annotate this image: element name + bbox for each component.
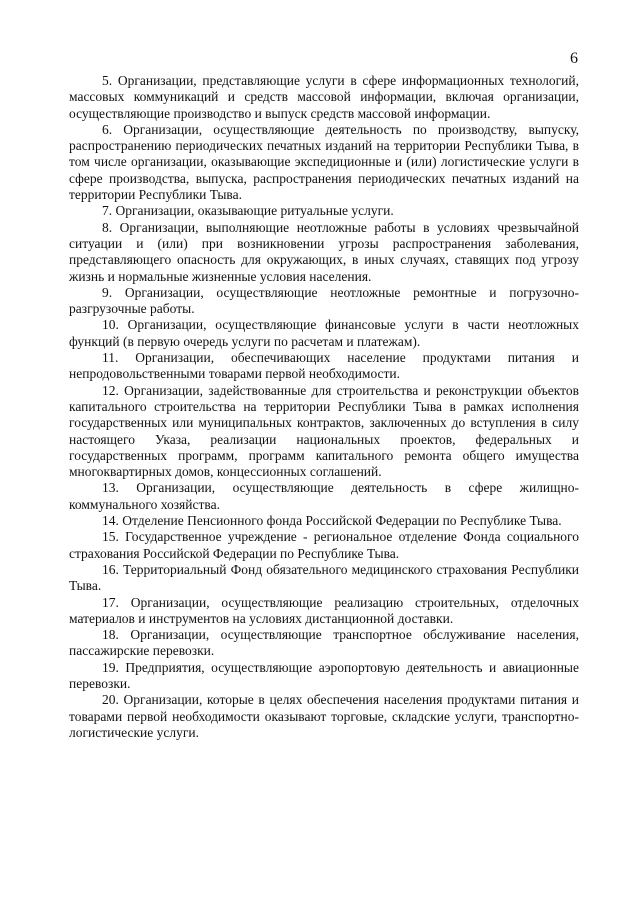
list-item-13: 13. Организации, осуществляющие деятельность в сфере жилищно-коммунального хозяйства.	[69, 480, 579, 512]
list-item-18: 18. Организации, осуществляющие транспортное обслуживание населения, пассажирские перевозки.	[69, 627, 579, 659]
list-item-17: 17. Организации, осуществляющие реализацию строительных, отделочных материалов и инструментов на условиях дистанционной доставки.	[69, 594, 579, 626]
document-body	[69, 73, 579, 741]
list-item-6: 6. Организации, осуществляющие деятельность по производству, выпуску, распространению периодических печатных изданий на территории Республики Тыва, в том числе организации, оказывающие экспедиционные и (или) логистические услуги в сфере производства, выпуска, распространения периодических печатных изданий на территории Республики Тыва.	[69, 121, 579, 203]
list-item-14: 14. Отделение Пенсионного фонда Российской Федерации по Республике Тыва.	[102, 513, 562, 529]
list-item-11: 11. Организации, обеспечивающих население продуктами питания и непродовольственными товарами первой необходимости.	[69, 350, 579, 382]
list-item-16: 16. Территориальный Фонд обязательного медицинского страхования Республики Тыва.	[69, 561, 579, 594]
list-item-9: 9. Организации, осуществляющие неотложные ремонтные и погрузочно-разгрузочные работы.	[69, 284, 579, 317]
list-item-5: 5. Организации, представляющие услуги в сфере информационных технологий, массовых коммуникаций и средств массовой информации, включая организации, осуществляющие производство и выпуск средств массовой информации.	[69, 73, 579, 121]
list-item-8: 8. Организации, выполняющие неотложные работы в условиях чрезвычайной ситуации и (или) при возникновении угрозы распространения заболевания, представляющего опасность для окружающих, в иных случаях, ставящих под угрозу жизнь и нормальные жизненные условия населения.	[69, 219, 579, 284]
list-item-19: 19. Предприятия, осуществляющие аэропортовую деятельность и авиационные перевозки.	[69, 659, 579, 691]
list-item-10: 10. Организации, осуществляющие финансовые услуги в части неотложных функций (в первую очередь услуги по расчетам и платежам).	[69, 317, 579, 349]
list-item-15: 15. Государственное учреждение - региональное отделение Фонда социального страхования Российской Федерации по Республике Тыва.	[69, 529, 579, 561]
list-item-7: 7. Организации, оказывающие ритуальные услуги.	[102, 203, 394, 219]
list-item-20: 20. Организации, которые в целях обеспечения населения продуктами питания и товарами первой необходимости оказывают торговые, складские услуги, транспортно-логистические услуги.	[69, 692, 579, 740]
list-item-12: 12. Организации, задействованные для строительства и реконструкции объектов капитального строительства на территории Республики Тыва в рамках исполнения государственных или муниципальных контрактов, заключенных до вступления в силу настоящего Указа, реализации национальных проектов, федеральных и государственных программ, программ капитального ремонта общего имущества многоквартирных домов, концессионных соглашений.	[69, 382, 579, 480]
page-number: 6	[570, 50, 578, 67]
